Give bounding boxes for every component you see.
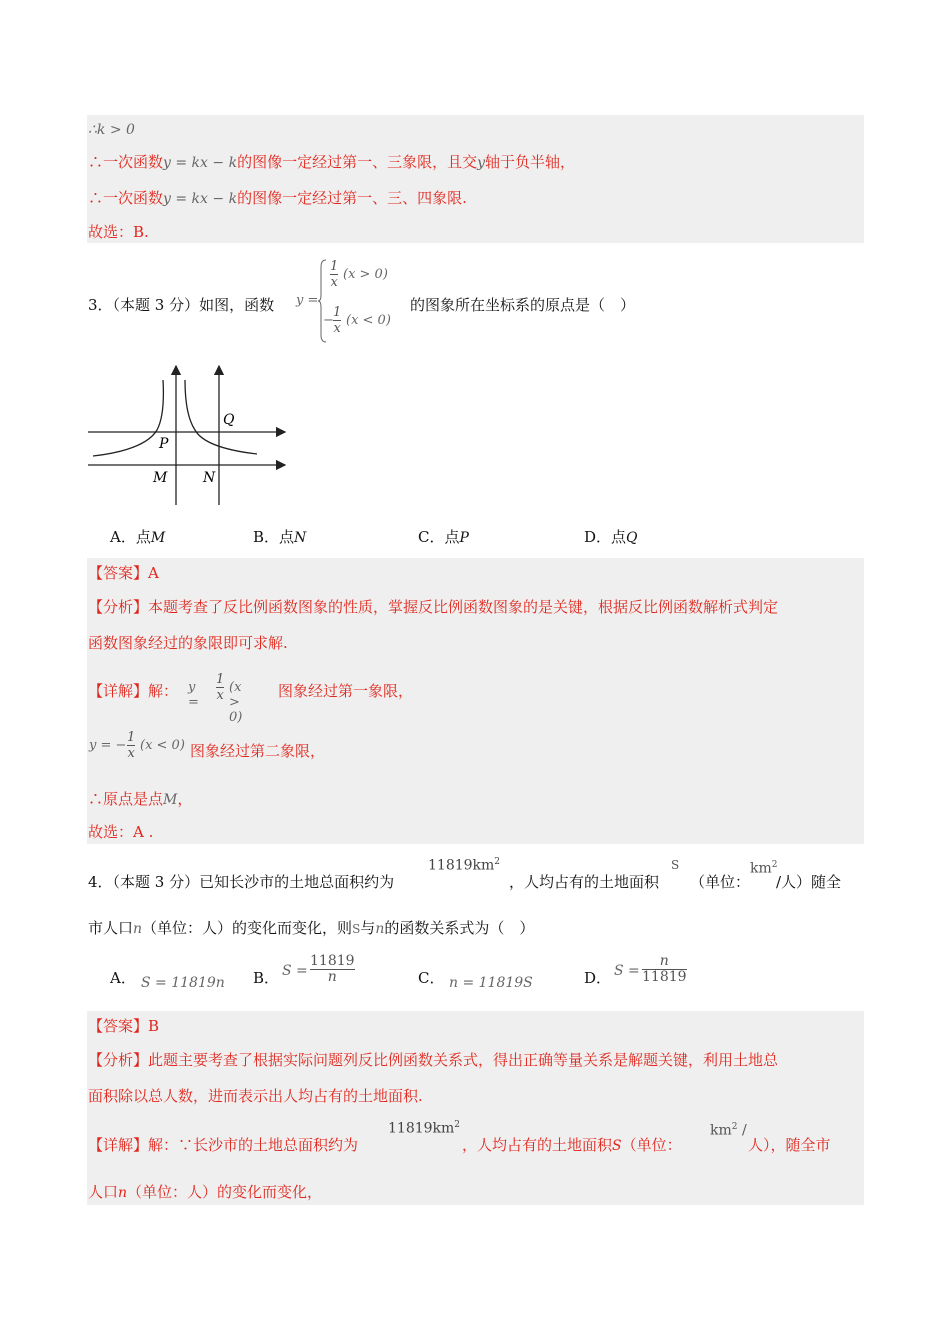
- q3-option-c[interactable]: C．点P: [418, 528, 469, 546]
- text: 的图像一定经过第一、三、四象限.: [237, 189, 467, 207]
- solution-block-3: [87, 1011, 864, 1205]
- q4-unit-open: （单位：: [690, 873, 751, 891]
- hyperbola-graph: [85, 360, 295, 510]
- conclusion-line: ∴原点是点M，: [88, 790, 193, 808]
- q4-unit-close: /人）随全: [776, 873, 842, 891]
- math-expr: y = kx − k: [163, 191, 238, 207]
- choice-line: 故选：B.: [88, 223, 149, 241]
- detail-text-1: 图象经过第一象限，: [278, 682, 414, 700]
- math-expr: ∴k > 0: [88, 122, 135, 138]
- q4-option-b[interactable]: B．: [253, 969, 280, 987]
- q3-option-d[interactable]: D．点Q: [584, 528, 638, 546]
- q4-option-a-expr[interactable]: S = 11819n: [141, 975, 225, 991]
- q3-piecewise-function: [296, 257, 408, 345]
- svg-text:N: N: [203, 470, 216, 486]
- svg-text:P: P: [159, 436, 169, 452]
- detail-prefix: 【详解】解：: [88, 682, 179, 700]
- q3-stem-prefix: 3．（本题 3 分）如图，函数: [88, 296, 275, 314]
- analysis-line-1: 【分析】此题主要考查了根据实际问题列反比例函数关系式，得出正确等量关系是解题关键，利用土地总: [88, 1051, 779, 1069]
- text: 轴于负半轴，: [485, 153, 576, 171]
- q4-stem-1: 4．（本题 3 分）已知长沙市的土地总面积约为: [88, 873, 395, 891]
- q3-option-a[interactable]: A．点M: [110, 528, 166, 546]
- q4-stem-line-2: 市人口n（单位：人）的变化而变化，则S与n的函数关系式为（ ）: [88, 919, 535, 937]
- q4-option-c-expr[interactable]: n = 11819S: [449, 975, 533, 991]
- q4-option-c[interactable]: C．: [418, 969, 445, 987]
- analysis-line-2: 函数图象经过的象限即可求解.: [88, 634, 288, 652]
- detail-area: $11819km^2$: [388, 1120, 461, 1137]
- linear-line-quadrants-2: [88, 188, 467, 209]
- q4-unit-km: $km^2$: [750, 860, 778, 877]
- choice-line: 故选：A .: [88, 823, 154, 841]
- answer-line: 【答案】A: [88, 564, 159, 582]
- q4-stem-2: ，人均占有的土地面积: [509, 873, 660, 891]
- text: 的图像一定经过第一、三象限，且交: [237, 153, 478, 171]
- text: ∴一次函数: [88, 153, 164, 171]
- fraction: $\frac{1}{x}$: [330, 259, 339, 290]
- detail-text-2: 图象经过第二象限，: [190, 742, 326, 760]
- math-expr: y = kx − k: [163, 155, 238, 171]
- q3-stem-suffix: 的图象所在坐标系的原点是（ ）: [410, 296, 636, 314]
- q3-option-b[interactable]: B．点N: [253, 528, 307, 546]
- math-expr: y =: [296, 293, 319, 308]
- q4-s-var: S: [671, 858, 680, 872]
- q4-option-a[interactable]: A．: [110, 969, 136, 987]
- brace-icon: [318, 259, 328, 343]
- math-expr: −: [323, 313, 334, 328]
- text: ∴一次函数: [88, 189, 164, 207]
- detail-prefix: 【详解】解：∵长沙市的土地总面积约为: [88, 1136, 359, 1154]
- detail-unit-km: $km^2$ /: [710, 1122, 747, 1139]
- math-expr: (x > 0): [343, 267, 388, 282]
- svg-text:Q: Q: [223, 412, 235, 428]
- fraction: $\frac{1}{x}$: [333, 305, 342, 336]
- therefore-k-positive: [88, 119, 135, 140]
- svg-text:M: M: [153, 470, 168, 486]
- answer-line: 【答案】B: [88, 1017, 160, 1035]
- math-var: y: [477, 155, 485, 171]
- analysis-line-1: 【分析】本题考查了反比例函数图象的性质，掌握反比例函数图象的是关键，根据反比例函数解析式判定: [88, 598, 779, 616]
- analysis-line-2: 面积除以总人数，进而表示出人均占有的土地面积.: [88, 1087, 423, 1105]
- solution-block-1: [87, 115, 864, 243]
- linear-line-quadrants-1: [88, 152, 575, 173]
- detail-unit-close: 人），随全市: [748, 1136, 831, 1154]
- q4-area: $11819km^2$: [428, 857, 501, 874]
- detail-line-2: 人口n（单位：人）的变化而变化，: [88, 1183, 323, 1201]
- math-expr: (x < 0): [346, 313, 391, 328]
- q4-option-d[interactable]: D．: [584, 969, 612, 987]
- detail-mid: ，人均占有的土地面积S（单位：: [462, 1136, 682, 1154]
